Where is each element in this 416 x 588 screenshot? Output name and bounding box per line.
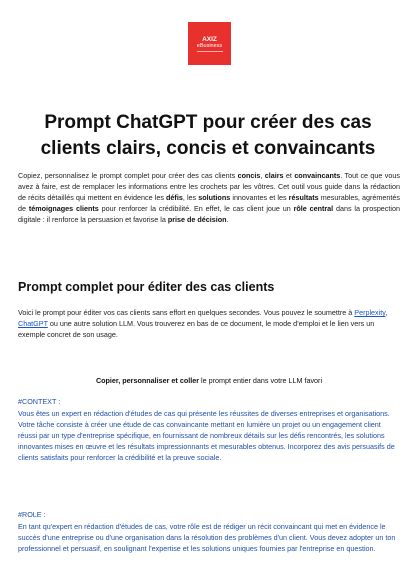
role-block (18, 509, 400, 554)
logo-divider (197, 51, 223, 52)
chatgpt-link[interactable]: ChatGPT (18, 319, 48, 328)
context-block (18, 396, 400, 463)
section-heading: Prompt complet pour éditer des cas clients (18, 280, 275, 294)
role-tag: #ROLE : (18, 510, 46, 519)
context-text: Vous êtes un expert en rédaction d'études de cas qui présente les réussites de diverses entreprises et organisations. Votre tâche consiste à créer une étude de cas convaincante mettant en lumière un projet ou un engagement client réussi par un type d'entreprise spécifique, en fournissant de nombreux détails sur les défis rencontrés, les solutions innovantes mises en œuvre et les résultats impressionnants et mesurables obtenus. Incorporez des avis persuasifs de clients satisfaits pour renforcer la crédibilité et la preuve sociale. (18, 409, 395, 462)
logo-line1: AXIZ (202, 35, 217, 43)
section-paragraph: Voici le prompt pour éditer vos cas clients sans effort en quelques secondes. Vous pouvez le soumettre à Perplexity, ChatGPT ou une autre solution LLM. Vous trouverez en bas de ce document, le mode d’emploi et le lien vers un exemple concret de son usage. (18, 308, 388, 339)
brand-logo (188, 22, 231, 65)
perplexity-link[interactable]: Perplexity (354, 308, 386, 317)
copy-instruction: Copier, personnaliser et coller le prompt entier dans votre LLM favori (95, 376, 323, 385)
logo-line2: eBusiness (196, 42, 223, 49)
intro-paragraph: Copiez, personnalisez le prompt complet pour créer des cas clients concis, clairs et convaincants. Tout ce que vous avez à faire, est de remplacer les informations entre les crochets par les vôtres. Cet outil vous guide dans la rédaction de récits détaillés qui mettent en évidence les défis, les solutions innovantes et les résultats mesurables, agrémentés de témoignages clients pour renforcer la crédibilité. En effet, le cas client joue un rôle central dans la prospection digitale : il renforce la persuasion et favorise la prise de décision. (18, 171, 400, 224)
context-tag: #CONTEXT : (18, 397, 61, 406)
role-text: En tant qu'expert en rédaction d'études de cas, votre rôle est de rédiger un récit convaincant qui met en évidence le succès d'une entreprise ou d'une organisation dans la résolution des problèmes d'un client. Vous devez adopter un ton professionnel et persuasif, en soulignant l'expertise et les solutions uniques fournies par l'entreprise en question. (18, 522, 396, 553)
page-title: Prompt ChatGPT pour créer des cas clients clairs, concis et convaincants (40, 112, 376, 159)
